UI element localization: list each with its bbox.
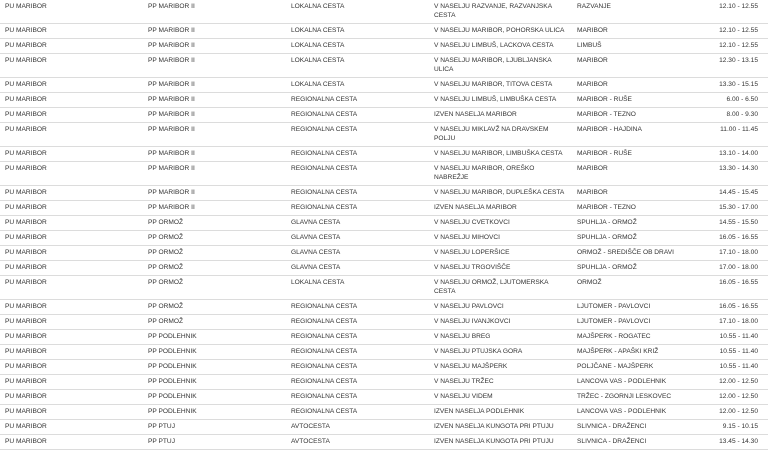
time-range-cell: 10.55 - 11.40: [693, 345, 768, 360]
police-directorate-cell: PU MARIBOR: [0, 186, 143, 201]
table-row: [0, 420, 768, 435]
table-row: [0, 0, 768, 24]
table-row: [0, 261, 768, 276]
time-range-cell: 14.45 - 15.45: [693, 186, 768, 201]
location-cell: V NASELJU MARIBOR, TITOVA CESTA: [429, 78, 572, 93]
road-section-cell: LIMBUŠ: [572, 39, 693, 54]
location-cell: V NASELJU IVANJKOVCI: [429, 315, 572, 330]
police-station-cell: PP PODLEHNIK: [143, 360, 286, 375]
road-section-cell: MARIBOR: [572, 186, 693, 201]
police-directorate-cell: PU MARIBOR: [0, 0, 143, 24]
location-cell: V NASELJU MARIBOR, OREŠKO NABREŽJE: [429, 162, 572, 186]
time-range-cell: 8.00 - 9.30: [693, 108, 768, 123]
road-type-cell: REGIONALNA CESTA: [286, 345, 429, 360]
location-cell: V NASELJU MAJŠPERK: [429, 360, 572, 375]
location-cell: V NASELJU MIKLAVŽ NA DRAVSKEM POLJU: [429, 123, 572, 147]
location-cell: V NASELJU RAZVANJE, RAZVANJSKA CESTA: [429, 0, 572, 24]
location-cell: V NASELJU MIHOVCI: [429, 231, 572, 246]
road-type-cell: LOKALNA CESTA: [286, 54, 429, 78]
table-row: [0, 147, 768, 162]
road-type-cell: REGIONALNA CESTA: [286, 330, 429, 345]
location-cell: IZVEN NASELJA PODLEHNIK: [429, 405, 572, 420]
police-station-cell: PP MARIBOR II: [143, 147, 286, 162]
table-row: [0, 276, 768, 300]
police-directorate-cell: PU MARIBOR: [0, 390, 143, 405]
road-type-cell: REGIONALNA CESTA: [286, 315, 429, 330]
police-directorate-cell: PU MARIBOR: [0, 345, 143, 360]
police-directorate-cell: PU MARIBOR: [0, 276, 143, 300]
road-section-cell: ORMOŽ - SREDIŠČE OB DRAVI: [572, 246, 693, 261]
table-row: [0, 300, 768, 315]
table-row: [0, 24, 768, 39]
road-section-cell: SPUHLJA - ORMOŽ: [572, 216, 693, 231]
location-cell: V NASELJU TRGOVIŠČE: [429, 261, 572, 276]
road-section-cell: MARIBOR - TEZNO: [572, 108, 693, 123]
table-row: [0, 375, 768, 390]
police-station-cell: PP ORMOŽ: [143, 315, 286, 330]
road-type-cell: REGIONALNA CESTA: [286, 390, 429, 405]
road-section-cell: TRŽEC - ZGORNJI LESKOVEC: [572, 390, 693, 405]
time-range-cell: 13.30 - 14.30: [693, 162, 768, 186]
location-cell: V NASELJU MARIBOR, LIMBUŠKA CESTA: [429, 147, 572, 162]
police-station-cell: PP PODLEHNIK: [143, 330, 286, 345]
police-station-cell: PP PODLEHNIK: [143, 345, 286, 360]
police-directorate-cell: PU MARIBOR: [0, 162, 143, 186]
police-station-cell: PP MARIBOR II: [143, 123, 286, 147]
road-section-cell: MAJŠPERK - APAŠKI KRIŽ: [572, 345, 693, 360]
police-directorate-cell: PU MARIBOR: [0, 78, 143, 93]
police-directorate-cell: PU MARIBOR: [0, 405, 143, 420]
table-row: [0, 201, 768, 216]
police-station-cell: PP MARIBOR II: [143, 201, 286, 216]
location-cell: V NASELJU ORMOŽ, LJUTOMERSKA CESTA: [429, 276, 572, 300]
police-directorate-cell: PU MARIBOR: [0, 54, 143, 78]
police-directorate-cell: PU MARIBOR: [0, 360, 143, 375]
table-row: [0, 246, 768, 261]
time-range-cell: 10.55 - 11.40: [693, 330, 768, 345]
table-row: [0, 54, 768, 78]
police-station-cell: PP MARIBOR II: [143, 39, 286, 54]
time-range-cell: 12.10 - 12.55: [693, 39, 768, 54]
road-section-cell: SLIVNICA - DRAŽENCI: [572, 435, 693, 450]
road-section-cell: SPUHLJA - ORMOŽ: [572, 231, 693, 246]
road-type-cell: REGIONALNA CESTA: [286, 93, 429, 108]
table-row: [0, 186, 768, 201]
police-station-cell: PP MARIBOR II: [143, 78, 286, 93]
time-range-cell: 17.10 - 18.00: [693, 246, 768, 261]
police-directorate-cell: PU MARIBOR: [0, 108, 143, 123]
road-type-cell: LOKALNA CESTA: [286, 39, 429, 54]
location-cell: V NASELJU CVETKOVCI: [429, 216, 572, 231]
location-cell: V NASELJU MARIBOR, DUPLEŠKA CESTA: [429, 186, 572, 201]
police-directorate-cell: PU MARIBOR: [0, 435, 143, 450]
police-station-cell: PP MARIBOR II: [143, 186, 286, 201]
location-cell: IZVEN NASELJA KUNGOTA PRI PTUJU: [429, 420, 572, 435]
road-section-cell: POLJČANE - MAJŠPERK: [572, 360, 693, 375]
location-cell: V NASELJU MARIBOR, POHORSKA ULICA: [429, 24, 572, 39]
road-section-cell: MARIBOR: [572, 24, 693, 39]
police-directorate-cell: PU MARIBOR: [0, 39, 143, 54]
police-directorate-cell: PU MARIBOR: [0, 315, 143, 330]
location-cell: V NASELJU PTUJSKA GORA: [429, 345, 572, 360]
road-type-cell: REGIONALNA CESTA: [286, 375, 429, 390]
time-range-cell: 15.30 - 17.00: [693, 201, 768, 216]
location-cell: V NASELJU LIMBUŠ, LACKOVA CESTA: [429, 39, 572, 54]
police-station-cell: PP MARIBOR II: [143, 108, 286, 123]
location-cell: V NASELJU LOPERŠICE: [429, 246, 572, 261]
road-type-cell: REGIONALNA CESTA: [286, 123, 429, 147]
location-cell: IZVEN NASELJA KUNGOTA PRI PTUJU: [429, 435, 572, 450]
table-row: [0, 78, 768, 93]
table-row: [0, 405, 768, 420]
road-section-cell: MARIBOR - RUŠE: [572, 93, 693, 108]
time-range-cell: 12.00 - 12.50: [693, 405, 768, 420]
location-cell: IZVEN NASELJA MARIBOR: [429, 201, 572, 216]
road-section-cell: MARIBOR - TEZNO: [572, 201, 693, 216]
road-section-cell: LANCOVA VAS - PODLEHNIK: [572, 375, 693, 390]
police-station-cell: PP MARIBOR II: [143, 93, 286, 108]
road-type-cell: LOKALNA CESTA: [286, 0, 429, 24]
police-station-cell: PP PTUJ: [143, 420, 286, 435]
road-section-cell: MAJŠPERK - ROGATEC: [572, 330, 693, 345]
police-directorate-cell: PU MARIBOR: [0, 201, 143, 216]
road-section-cell: MARIBOR: [572, 78, 693, 93]
police-station-cell: PP PODLEHNIK: [143, 375, 286, 390]
time-range-cell: 16.05 - 16.55: [693, 300, 768, 315]
table-row: [0, 123, 768, 147]
location-cell: IZVEN NASELJA MARIBOR: [429, 108, 572, 123]
police-directorate-cell: PU MARIBOR: [0, 231, 143, 246]
time-range-cell: 17.00 - 18.00: [693, 261, 768, 276]
police-directorate-cell: PU MARIBOR: [0, 24, 143, 39]
time-range-cell: 14.55 - 15.50: [693, 216, 768, 231]
time-range-cell: 6.00 - 6.50: [693, 93, 768, 108]
time-range-cell: 13.45 - 14.30: [693, 435, 768, 450]
police-station-cell: PP ORMOŽ: [143, 276, 286, 300]
time-range-cell: 16.05 - 16.55: [693, 276, 768, 300]
road-type-cell: AVTOCESTA: [286, 420, 429, 435]
road-type-cell: AVTOCESTA: [286, 435, 429, 450]
road-section-cell: ORMOŽ: [572, 276, 693, 300]
time-range-cell: 12.00 - 12.50: [693, 390, 768, 405]
time-range-cell: 16.05 - 16.55: [693, 231, 768, 246]
police-station-cell: PP MARIBOR II: [143, 0, 286, 24]
road-type-cell: REGIONALNA CESTA: [286, 360, 429, 375]
time-range-cell: 17.10 - 18.00: [693, 315, 768, 330]
table-row: [0, 330, 768, 345]
table-row: [0, 315, 768, 330]
police-directorate-cell: PU MARIBOR: [0, 420, 143, 435]
time-range-cell: 11.00 - 11.45: [693, 123, 768, 147]
table-row: [0, 93, 768, 108]
road-type-cell: LOKALNA CESTA: [286, 78, 429, 93]
road-section-cell: MARIBOR: [572, 162, 693, 186]
table-row: [0, 231, 768, 246]
police-station-cell: PP PODLEHNIK: [143, 390, 286, 405]
table-row: [0, 108, 768, 123]
time-range-cell: 9.15 - 10.15: [693, 420, 768, 435]
location-cell: V NASELJU LIMBUŠ, LIMBUŠKA CESTA: [429, 93, 572, 108]
time-range-cell: 13.30 - 15.15: [693, 78, 768, 93]
road-type-cell: GLAVNA CESTA: [286, 261, 429, 276]
location-cell: V NASELJU PAVLOVCI: [429, 300, 572, 315]
road-section-cell: LJUTOMER - PAVLOVCI: [572, 315, 693, 330]
time-range-cell: 12.30 - 13.15: [693, 54, 768, 78]
table-row: [0, 162, 768, 186]
police-station-cell: PP ORMOŽ: [143, 216, 286, 231]
police-directorate-cell: PU MARIBOR: [0, 93, 143, 108]
police-directorate-cell: PU MARIBOR: [0, 300, 143, 315]
time-range-cell: 12.10 - 12.55: [693, 0, 768, 24]
police-station-cell: PP MARIBOR II: [143, 54, 286, 78]
road-type-cell: GLAVNA CESTA: [286, 216, 429, 231]
police-directorate-cell: PU MARIBOR: [0, 246, 143, 261]
table-row: [0, 360, 768, 375]
table-row: [0, 345, 768, 360]
police-station-cell: PP MARIBOR II: [143, 24, 286, 39]
police-station-cell: PP ORMOŽ: [143, 231, 286, 246]
location-cell: V NASELJU BREG: [429, 330, 572, 345]
road-section-cell: RAZVANJE: [572, 0, 693, 24]
road-section-cell: MARIBOR: [572, 54, 693, 78]
table-row: [0, 216, 768, 231]
location-cell: V NASELJU TRŽEC: [429, 375, 572, 390]
police-station-cell: PP PODLEHNIK: [143, 405, 286, 420]
road-type-cell: REGIONALNA CESTA: [286, 162, 429, 186]
road-section-cell: LJUTOMER - PAVLOVCI: [572, 300, 693, 315]
police-directorate-cell: PU MARIBOR: [0, 123, 143, 147]
road-section-cell: LANCOVA VAS - PODLEHNIK: [572, 405, 693, 420]
table-row: [0, 390, 768, 405]
road-section-cell: SPUHLJA - ORMOŽ: [572, 261, 693, 276]
police-directorate-cell: PU MARIBOR: [0, 261, 143, 276]
police-directorate-cell: PU MARIBOR: [0, 330, 143, 345]
road-type-cell: REGIONALNA CESTA: [286, 108, 429, 123]
police-station-cell: PP ORMOŽ: [143, 261, 286, 276]
road-section-cell: SLIVNICA - DRAŽENCI: [572, 420, 693, 435]
location-cell: V NASELJU VIDEM: [429, 390, 572, 405]
road-type-cell: REGIONALNA CESTA: [286, 147, 429, 162]
road-type-cell: GLAVNA CESTA: [286, 246, 429, 261]
road-type-cell: REGIONALNA CESTA: [286, 405, 429, 420]
time-range-cell: 12.10 - 12.55: [693, 24, 768, 39]
table-row: [0, 435, 768, 450]
road-type-cell: REGIONALNA CESTA: [286, 300, 429, 315]
police-station-cell: PP PTUJ: [143, 435, 286, 450]
time-range-cell: 10.55 - 11.40: [693, 360, 768, 375]
road-type-cell: LOKALNA CESTA: [286, 276, 429, 300]
police-station-cell: PP ORMOŽ: [143, 300, 286, 315]
time-range-cell: 12.00 - 12.50: [693, 375, 768, 390]
road-type-cell: REGIONALNA CESTA: [286, 201, 429, 216]
location-cell: V NASELJU MARIBOR, LJUBLJANSKA ULICA: [429, 54, 572, 78]
table-row: [0, 39, 768, 54]
road-type-cell: REGIONALNA CESTA: [286, 186, 429, 201]
road-type-cell: LOKALNA CESTA: [286, 24, 429, 39]
time-range-cell: 13.10 - 14.00: [693, 147, 768, 162]
police-station-cell: PP MARIBOR II: [143, 162, 286, 186]
police-station-cell: PP ORMOŽ: [143, 246, 286, 261]
road-section-cell: MARIBOR - HAJDINA: [572, 123, 693, 147]
road-type-cell: GLAVNA CESTA: [286, 231, 429, 246]
police-directorate-cell: PU MARIBOR: [0, 375, 143, 390]
police-directorate-cell: PU MARIBOR: [0, 216, 143, 231]
road-section-cell: MARIBOR - RUŠE: [572, 147, 693, 162]
police-directorate-cell: PU MARIBOR: [0, 147, 143, 162]
